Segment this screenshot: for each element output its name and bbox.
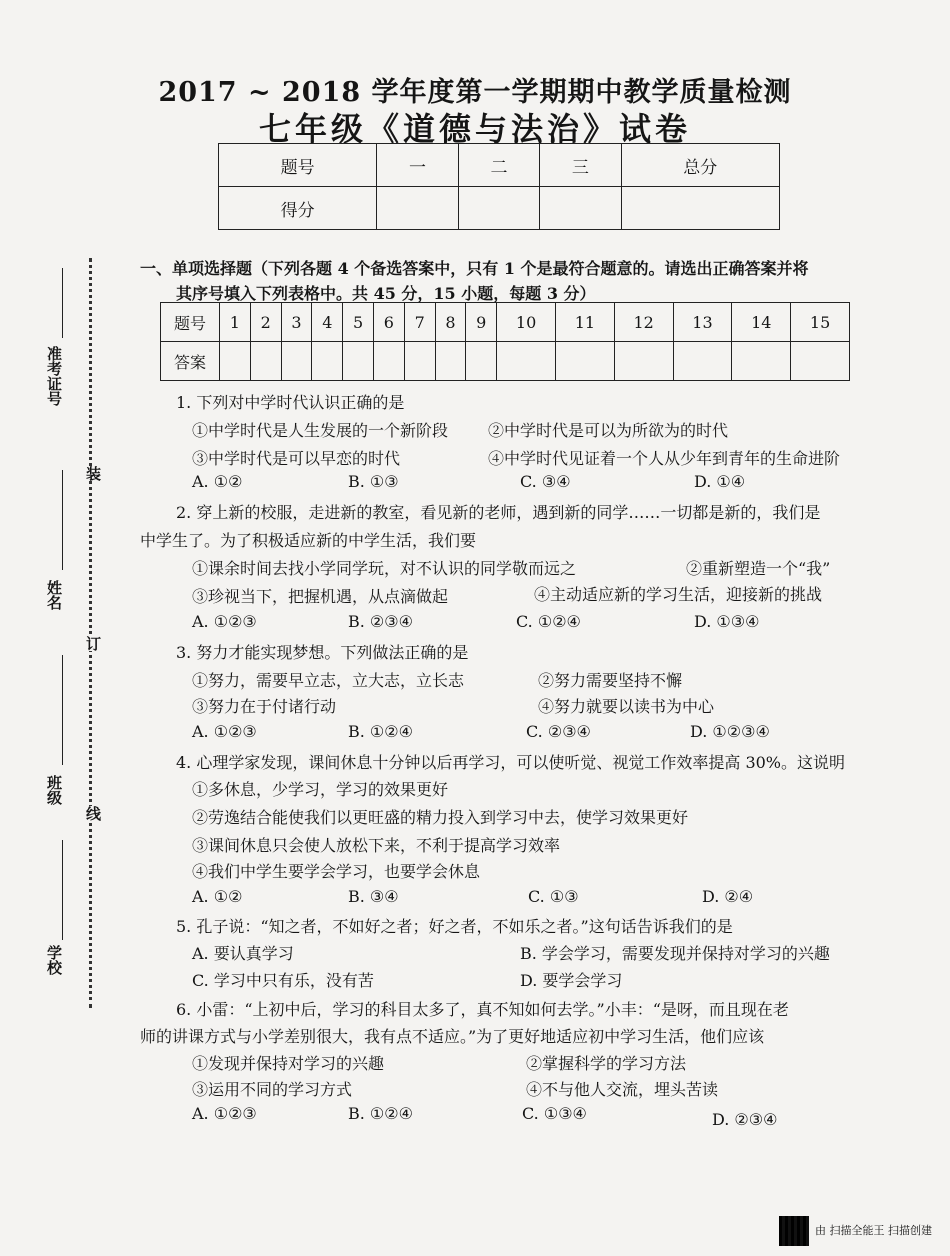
score-table xyxy=(218,143,780,230)
score-entry-cell[interactable] xyxy=(540,187,621,230)
ding-mark: 订 xyxy=(84,636,102,651)
question-1-statement: ④中学时代见证着一个人从少年到青年的生命进阶 xyxy=(488,449,841,468)
question-3-statement: ②努力需要坚持不懈 xyxy=(538,671,683,690)
answer-header-cell: 11 xyxy=(555,303,614,342)
score-table-row xyxy=(219,144,780,187)
answer-header-cell: 6 xyxy=(373,303,404,342)
answer-header-cell: 9 xyxy=(466,303,497,342)
question-2-statement: ②重新塑造一个“我” xyxy=(686,559,831,578)
score-cell: 得分 xyxy=(219,187,377,230)
question-5-option-c[interactable]: C. 学习中只有乐，没有苦 xyxy=(192,971,374,990)
question-3-statement: ④努力就要以读书为中心 xyxy=(538,697,715,716)
answer-header-cell: 4 xyxy=(312,303,343,342)
score-cell: 一 xyxy=(377,144,458,187)
question-1-option-b[interactable]: B. ①③ xyxy=(348,472,399,491)
score-cell: 题号 xyxy=(219,144,377,187)
answer-header-cell: 3 xyxy=(281,303,312,342)
name-label: 姓名 xyxy=(45,580,63,610)
binding-dotted-line xyxy=(89,258,92,1008)
question-3-statement: ①努力，需要早立志，立大志，立长志 xyxy=(192,671,465,690)
question-1-option-a[interactable]: A. ①② xyxy=(192,472,243,491)
question-3-stem: 3. 努力才能实现梦想。下列做法正确的是 xyxy=(176,643,469,662)
question-6-statement: ②掌握科学的学习方法 xyxy=(526,1054,687,1073)
answer-header-cell: 题号 xyxy=(161,303,220,342)
question-6-statement: ①发现并保持对学习的兴趣 xyxy=(192,1054,385,1073)
question-5-option-a[interactable]: A. 要认真学习 xyxy=(192,944,294,963)
question-2-statement: ③珍视当下，把握机遇，从点滴做起 xyxy=(192,587,449,606)
scanner-watermark-text: 由 扫描全能王 扫描创建 xyxy=(815,1224,932,1237)
score-cell: 二 xyxy=(458,144,539,187)
question-2-option-b[interactable]: B. ②③④ xyxy=(348,612,413,631)
answer-table xyxy=(160,302,850,381)
question-4-statement: ①多休息，少学习，学习的效果更好 xyxy=(192,780,449,799)
answer-entry-cell[interactable] xyxy=(466,342,497,381)
answer-entry-cell[interactable] xyxy=(312,342,343,381)
question-3-option-d[interactable]: D. ①②③④ xyxy=(690,722,770,741)
question-6-stem-cont: 师的讲课方式与小学差别很大，我有点不适应。”为了更好地适应初中学习生活，他们应该 xyxy=(140,1027,765,1046)
question-6-option-d[interactable]: D. ②③④ xyxy=(712,1110,778,1129)
answer-entry-cell[interactable] xyxy=(281,342,312,381)
question-3-option-c[interactable]: C. ②③④ xyxy=(526,722,591,741)
question-1-option-d[interactable]: D. ①④ xyxy=(694,472,746,491)
score-cell: 三 xyxy=(540,144,621,187)
question-4-option-d[interactable]: D. ②④ xyxy=(702,887,754,906)
question-4-option-b[interactable]: B. ③④ xyxy=(348,887,399,906)
scanner-watermark xyxy=(779,1216,932,1246)
answer-header-cell: 13 xyxy=(673,303,732,342)
answer-header-cell: 2 xyxy=(250,303,281,342)
answer-header-cell: 15 xyxy=(791,303,850,342)
answer-entry-cell[interactable] xyxy=(555,342,614,381)
answer-header-cell: 10 xyxy=(497,303,556,342)
exam-id-underline xyxy=(62,268,63,338)
answer-entry-cell[interactable] xyxy=(220,342,251,381)
question-4-statement: ③课间休息只会使人放松下来，不利于提高学习效率 xyxy=(192,836,561,855)
zhuang-mark: 装 xyxy=(84,466,102,481)
exam-id-label: 准考证号 xyxy=(45,346,63,406)
score-table-row xyxy=(219,187,780,230)
exam-title-line1: 2017 ~ 2018 学年度第一学期期中教学质量检测 xyxy=(158,77,792,108)
answer-entry-cell[interactable] xyxy=(791,342,850,381)
score-entry-cell[interactable] xyxy=(458,187,539,230)
question-2-statement: ①课余时间去找小学同学玩，对不认识的同学敬而远之 xyxy=(192,559,577,578)
answer-entry-cell[interactable] xyxy=(673,342,732,381)
question-5-option-b[interactable]: B. 学会学习，需要发现并保持对学习的兴趣 xyxy=(520,944,830,963)
score-entry-cell[interactable] xyxy=(621,187,779,230)
answer-header-cell: 14 xyxy=(732,303,791,342)
question-4-statement: ④我们中学生要学会学习，也要学会休息 xyxy=(192,862,481,881)
question-1-option-c[interactable]: C. ③④ xyxy=(520,472,571,491)
question-4-stem: 4. 心理学家发现，课间休息十分钟以后再学习，可以使听觉、视觉工作效率提高 30%。这说明 xyxy=(176,753,846,772)
answer-table-answer-row xyxy=(161,342,850,381)
question-1-stem: 1. 下列对中学时代认识正确的是 xyxy=(176,393,405,412)
answer-entry-cell[interactable] xyxy=(250,342,281,381)
answer-header-cell: 5 xyxy=(343,303,374,342)
class-underline xyxy=(62,655,63,765)
question-2-stem: 2. 穿上新的校服，走进新的教室，看见新的老师，遇到新的同学……一切都是新的，我们是 xyxy=(176,503,821,522)
answer-header-cell: 7 xyxy=(404,303,435,342)
question-2-option-c[interactable]: C. ①②④ xyxy=(516,612,581,631)
question-6-statement: ③运用不同的学习方式 xyxy=(192,1080,353,1099)
question-3-option-b[interactable]: B. ①②④ xyxy=(348,722,413,741)
question-4-statement: ②劳逸结合能使我们以更旺盛的精力投入到学习中去，使学习效果更好 xyxy=(192,808,689,827)
school-underline xyxy=(62,840,63,940)
question-3-statement: ③努力在于付诸行动 xyxy=(192,697,337,716)
answer-header-cell: 12 xyxy=(614,303,673,342)
question-3-option-a[interactable]: A. ①②③ xyxy=(192,722,257,741)
question-2-option-a[interactable]: A. ①②③ xyxy=(192,612,257,631)
question-6-option-c[interactable]: C. ①③④ xyxy=(522,1104,587,1123)
section1-heading: 一、单项选择题（下列各题 4 个备选答案中，只有 1 个是最符合题意的。请选出正确答案并将 xyxy=(140,259,809,278)
question-1-statement: ③中学时代是可以早恋的时代 xyxy=(192,449,401,468)
answer-entry-cell[interactable] xyxy=(373,342,404,381)
qr-code-icon xyxy=(779,1216,809,1246)
question-4-option-c[interactable]: C. ①③ xyxy=(528,887,579,906)
score-entry-cell[interactable] xyxy=(377,187,458,230)
question-6-option-a[interactable]: A. ①②③ xyxy=(192,1104,257,1123)
xian-mark: 线 xyxy=(84,806,102,821)
question-2-statement: ④主动适应新的学习生活，迎接新的挑战 xyxy=(534,585,823,604)
school-label: 学校 xyxy=(45,945,63,975)
question-2-option-d[interactable]: D. ①③④ xyxy=(694,612,760,631)
answer-header-cell: 1 xyxy=(220,303,251,342)
question-6-stem: 6. 小雷：“上初中后，学习的科目太多了，真不知如何去学。”小丰：“是呀，而且现在老 xyxy=(176,1000,789,1019)
class-label: 班级 xyxy=(45,775,63,805)
question-1-statement: ②中学时代是可以为所欲为的时代 xyxy=(488,421,729,440)
answer-entry-cell[interactable] xyxy=(732,342,791,381)
question-2-stem-cont: 中学生了。为了积极适应新的中学生活，我们要 xyxy=(140,531,477,550)
score-cell: 总分 xyxy=(621,144,779,187)
question-4-option-a[interactable]: A. ①② xyxy=(192,887,243,906)
question-5-option-d[interactable]: D. 要学会学习 xyxy=(520,971,623,990)
question-5-stem: 5. 孔子说：“知之者，不如好之者；好之者，不如乐之者。”这句话告诉我们的是 xyxy=(176,917,733,936)
answer-entry-cell[interactable] xyxy=(404,342,435,381)
answer-row-label: 答案 xyxy=(161,342,220,381)
answer-table-header-row xyxy=(161,303,850,342)
question-6-statement: ④不与他人交流，埋头苦读 xyxy=(526,1080,719,1099)
answer-entry-cell[interactable] xyxy=(343,342,374,381)
answer-header-cell: 8 xyxy=(435,303,466,342)
question-6-option-b[interactable]: B. ①②④ xyxy=(348,1104,413,1123)
section1-heading-cont: 其序号填入下列表格中。共 45 分，15 小题，每题 3 分） xyxy=(176,284,596,303)
answer-entry-cell[interactable] xyxy=(435,342,466,381)
name-underline xyxy=(62,470,63,570)
answer-entry-cell[interactable] xyxy=(614,342,673,381)
exam-title-line2: 七年级《道德与法治》试卷 xyxy=(258,110,691,148)
answer-entry-cell[interactable] xyxy=(497,342,556,381)
question-1-statement: ①中学时代是人生发展的一个新阶段 xyxy=(192,421,449,440)
